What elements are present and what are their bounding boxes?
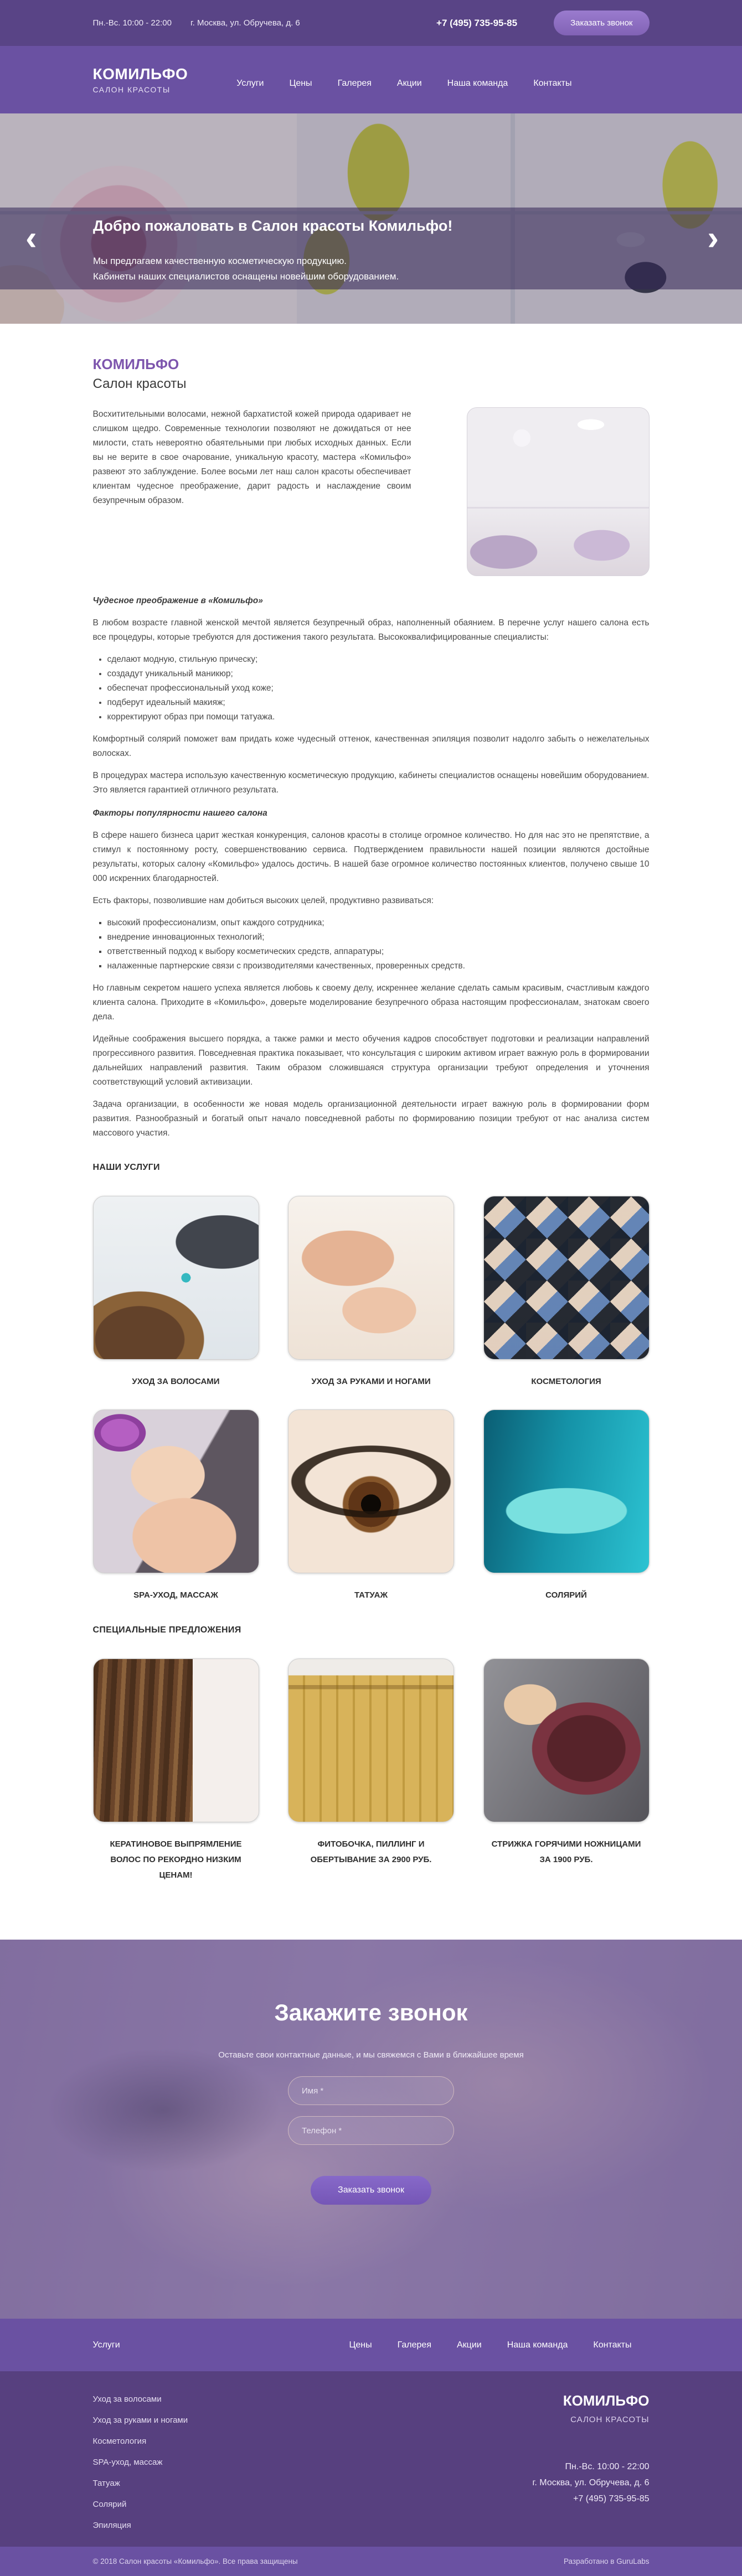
footer-address: г. Москва, ул. Обручева, д. 6 xyxy=(532,2478,650,2487)
about-subtitle: Салон красоты xyxy=(92,376,187,391)
services-section-title: НАШИ УСЛУГИ xyxy=(92,1163,160,1172)
main-content xyxy=(0,324,742,1940)
about-title: КОМИЛЬФО xyxy=(92,356,179,372)
keratin-offer-image xyxy=(93,1658,259,1822)
service-card-label: СОЛЯРИЙ xyxy=(545,1590,587,1600)
solarium-image xyxy=(483,1409,650,1573)
footer-navigation xyxy=(0,2319,742,2371)
bullet-item: ▪ ответственный подход к выбору косметических средств, аппаратуры; xyxy=(107,945,650,959)
nav-item-services[interactable]: Услуги xyxy=(236,79,264,88)
tattoo-image xyxy=(288,1409,454,1573)
footer-contacts xyxy=(533,2459,650,2507)
bottom-bar xyxy=(0,2547,742,2576)
hero-slider xyxy=(0,113,742,324)
footer-nav-promotions[interactable]: Акции xyxy=(456,2340,482,2350)
offers-section-title: СПЕЦИАЛЬНЫЕ ПРЕДЛОЖЕНИЯ xyxy=(92,1625,241,1635)
footer-nav-team[interactable]: Наша команда xyxy=(507,2340,568,2350)
italic-heading-transformation: Чудесное преображение в «Комильфо» xyxy=(92,596,263,605)
nav-item-prices[interactable]: Цены xyxy=(289,79,312,88)
services-grid-row-1 xyxy=(93,1196,650,1390)
phytobarrel-offer-image xyxy=(288,1658,454,1822)
offer-card-label: ФИТОБОЧКА, ПИЛЛИНГ И ОБЕРТЫВАНИЕ ЗА 2900 РУБ. xyxy=(310,1839,432,1864)
offer-card-label: СТРИЖКА ГОРЯЧИМИ НОЖНИЦАМИ ЗА 1900 РУБ. xyxy=(491,1839,641,1864)
about-paragraph-9: Задача организации, в особенности же новая модель организационной деятельности играет важную роль в формировании форм развития. Разнообразный и богатый опыт начало повседневной работы по формированию позиции требуют от нас анализа систем массового участия. xyxy=(92,1100,650,1138)
working-hours: Пн.-Вс. 10:00 - 22:00 xyxy=(92,18,172,28)
offer-card-keratin[interactable] xyxy=(93,1658,259,1883)
nav-item-promotions[interactable]: Акции xyxy=(396,79,422,88)
name-input[interactable] xyxy=(288,2076,454,2105)
service-card-hair-care[interactable] xyxy=(93,1196,259,1390)
nav-item-contacts[interactable]: Контакты xyxy=(533,79,572,88)
footer-nav-gallery[interactable]: Галерея xyxy=(397,2340,431,2350)
about-paragraph-7: Но главным секретом нашего успеха является любовь к своему делу, искреннее желание сделать самым красивым, счастливым каждого клиента салона. Приходите в «Комильфо», доверьте моделирование безупречного образа настоящим профессионалам, знатокам своего дела. xyxy=(92,983,650,1022)
callback-title: Закажите звонок xyxy=(274,1999,468,2025)
service-card-cosmetology[interactable] xyxy=(483,1196,650,1390)
site-footer xyxy=(0,2371,742,2547)
callback-submit-button[interactable]: Заказать звонок xyxy=(311,2176,431,2205)
footer-link-hair[interactable]: Уход за волосами xyxy=(92,2394,162,2404)
hero-subtitle xyxy=(93,253,452,284)
hero-title: Добро пожаловать в Салон красоты Комильфо! xyxy=(93,217,453,234)
bullet-item: • корректируют образ при помощи татуажа. xyxy=(107,710,650,724)
offer-card-phytobarrel[interactable] xyxy=(288,1658,454,1883)
cosmetology-image xyxy=(483,1196,650,1360)
offer-card-label: КЕРАТИНОВОЕ ВЫПРЯМЛЕНИЕ ВОЛОС ПО РЕКОРДНО НИЗКИМ ЦЕНАМ! xyxy=(110,1839,242,1880)
about-row xyxy=(93,407,650,576)
logo[interactable] xyxy=(93,65,188,94)
footer-phone: +7 (495) 735-95-85 xyxy=(573,2494,650,2504)
footer-logo-title: КОМИЛЬФО xyxy=(563,2392,650,2409)
service-card-spa-massage[interactable] xyxy=(93,1409,259,1603)
bullet-item: • подберут идеальный макияж; xyxy=(107,696,650,710)
bullet-item: ▪ высокий профессионализм, опыт каждого сотрудника; xyxy=(107,916,650,930)
services-grid-row-2 xyxy=(93,1409,650,1603)
prev-arrow-icon[interactable]: ‹ xyxy=(25,219,37,257)
italic-heading-popularity: Факторы популярности нашего салона xyxy=(92,808,267,818)
service-card-tattoo[interactable] xyxy=(288,1409,454,1603)
bullet-item: ▪ внедрение инновационных технологий; xyxy=(107,930,650,945)
call-order-button[interactable]: Заказать звонок xyxy=(554,11,649,35)
service-card-label: ТАТУАЖ xyxy=(354,1590,388,1600)
hands-feet-care-image xyxy=(288,1196,454,1360)
service-card-label: SPA-УХОД, МАССАЖ xyxy=(133,1590,218,1600)
service-card-label: УХОД ЗА РУКАМИ И НОГАМИ xyxy=(311,1377,431,1386)
next-arrow-icon[interactable]: › xyxy=(707,219,719,257)
footer-nav-contacts[interactable]: Контакты xyxy=(593,2340,632,2350)
nav-item-team[interactable]: Наша команда xyxy=(447,79,508,88)
hot-scissors-offer-image xyxy=(483,1658,650,1822)
service-card-label: КОСМЕТОЛОГИЯ xyxy=(531,1377,601,1386)
logo-title: КОМИЛЬФО xyxy=(92,65,188,82)
site-header xyxy=(0,46,742,113)
footer-link-spa[interactable]: SPA-уход, массаж xyxy=(92,2458,163,2467)
hero-line-1: Мы предлагаем качественную косметическую продукцию. xyxy=(93,256,347,266)
address: г. Москва, ул. Обручева, д. 6 xyxy=(190,18,300,28)
about-paragraph-5: В сфере нашего бизнеса царит жесткая конкуренция, салонов красоты в столице огромное количество. Но для нас это не препятствие, а стимул к постоянному росту, совершенствованию сервиса. Подтверждением правильности нашей позиции являются достойные результаты, которых салону «Комильфо» удалось достичь. В нашей базе огромное количество постоянных клиентов, получено свыше 10 000 искренних благодарностей. xyxy=(92,831,650,883)
about-paragraph-3: Комфортный солярий поможет вам придать коже чудесный оттенок, качественная эпиляция позволит надолго забыть о нежелательных волосках. xyxy=(92,734,650,758)
footer-nav-group xyxy=(349,2340,632,2350)
footer-info xyxy=(533,2392,650,2539)
copyright-text: © 2018 Салон красоты «Комильфо». Все права защищены xyxy=(92,2557,298,2565)
offer-card-hot-scissors[interactable] xyxy=(483,1658,650,1883)
service-card-hands-feet[interactable] xyxy=(288,1196,454,1390)
footer-link-tattoo[interactable]: Татуаж xyxy=(92,2479,120,2488)
main-navigation xyxy=(236,79,571,89)
footer-link-solarium[interactable]: Солярий xyxy=(92,2500,127,2509)
nav-item-gallery[interactable]: Галерея xyxy=(337,79,372,88)
bullet-item: • сделают модную, стильную прическу; xyxy=(107,652,650,667)
phone-input[interactable] xyxy=(288,2116,454,2145)
callback-subtitle: Оставьте свои контактные данные, и мы свяжемся с Вами в ближайшее время xyxy=(218,2050,524,2060)
hero-line-2: Кабинеты наших специалистов оснащены новейшим оборудованием. xyxy=(93,271,399,282)
hair-care-image xyxy=(93,1196,259,1360)
footer-logo-subtitle: САЛОН КРАСОТЫ xyxy=(570,2415,650,2424)
bullet-item: ▪ налаженные партнерские связи с производителями качественных, проверенных средств. xyxy=(107,959,650,973)
about-paragraph-8: Идейные соображения высшего порядка, а также рамки и место обучения кадров способствует подготовки и реализации направлений прогрессивного развития. Повседневная практика показывает, что консультация с широким активом играет важную роль в формировании дальнейших направлений развития. Таким образом сложившаяся структура организации требуют определения и уточнения соответствующий условий активизации. xyxy=(92,1034,650,1087)
footer-link-epilation[interactable]: Эпиляция xyxy=(92,2521,131,2530)
about-body xyxy=(93,594,650,1141)
service-card-solarium[interactable] xyxy=(483,1409,650,1603)
footer-nav-services[interactable]: Услуги xyxy=(92,2340,120,2350)
about-paragraph-6: Есть факторы, позволившие нам добиться высоких целей, продуктивно развиваться: xyxy=(92,896,434,905)
footer-nav-prices[interactable]: Цены xyxy=(349,2340,372,2350)
spa-massage-image xyxy=(93,1409,259,1573)
service-card-label: УХОД ЗА ВОЛОСАМИ xyxy=(132,1377,220,1386)
about-paragraph-4: В процедурах мастера использую качественную косметическую продукцию, кабинеты специалистов оснащены новейшим оборудованием. Это является гарантией отличного результата. xyxy=(92,771,650,795)
bullet-item: • обеспечат профессиональный уход коже; xyxy=(107,681,650,696)
topbar xyxy=(0,0,742,46)
about-paragraph-1: Восхитительными волосами, нежной бархатистой кожей природа одаривает не слишком щедро. Современные технологии позволяют не дожидаться от нее милости, стать невероятно обаятельными при любых исходных данных. Если вы не верите в свое очарование, уникальную красоту, мастера «Комильфо» развеют это заблуждение. Более восьми лет наш салон красоты обеспечивает клиентам чудесное преображение, дарит радость и наслаждение своим безупречным образом. xyxy=(92,410,411,505)
callback-section xyxy=(0,1940,742,2319)
footer-links-list xyxy=(93,2392,188,2539)
about-paragraph-2: В любом возрасте главной женской мечтой является безупречный образ, наполненный обаянием. В перечне услуг нашего салона есть все процедуры, которые требуются для достижения такого результата. Высококвалифицированные специалисты: xyxy=(92,618,650,642)
footer-link-hands-feet[interactable]: Уход за руками и ногами xyxy=(92,2416,188,2425)
salon-interior-image xyxy=(467,407,650,576)
offers-grid xyxy=(93,1658,650,1883)
footer-hours: Пн.-Вс. 10:00 - 22:00 xyxy=(565,2462,650,2471)
services-bullet-list xyxy=(93,652,650,724)
hero-content xyxy=(93,217,452,284)
phone-number: +7 (495) 735-95-85 xyxy=(436,17,518,28)
footer-link-cosmetology[interactable]: Косметология xyxy=(92,2437,147,2446)
factors-bullet-list xyxy=(93,916,650,973)
bullet-item: • создадут уникальный маникюр; xyxy=(107,667,650,681)
logo-subtitle: САЛОН КРАСОТЫ xyxy=(92,85,171,94)
developer-credit: Разработано в GuruLabs xyxy=(563,2557,650,2565)
